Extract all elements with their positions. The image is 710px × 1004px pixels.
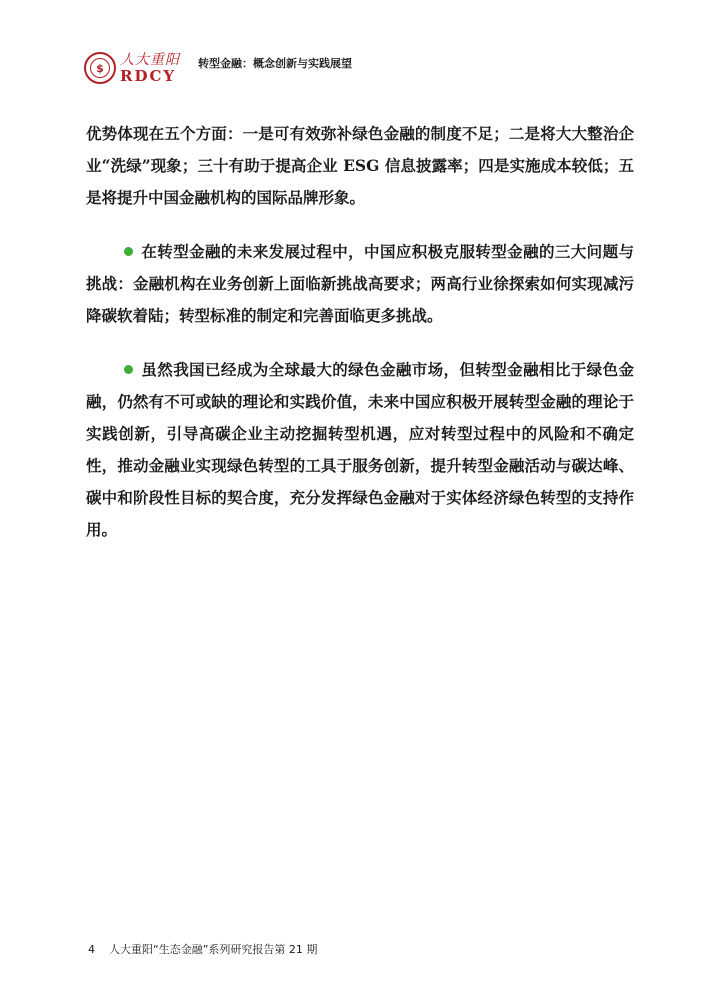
page-header: [84, 48, 352, 88]
paragraph-text: 虽然我国已经成为全球最大的绿色金融市场，但转型金融相比于绿色金融，仍然有不可或缺的理论和实践价值，未来中国应积极开展转型金融的理论于实践创新，引导高碳企业主动挖掘转型机遇，应对转型过程中的风险和不确定性，推动金融业实现绿色转型的工具于服务创新，提升转型金融活动与碳达峰、碳中和阶段性目标的契合度，充分发挥绿色金融对于实体经济绿色转型的支持作用。: [86, 360, 634, 539]
logo-emblem: $: [90, 58, 110, 78]
paragraph-bullet: [86, 354, 634, 546]
bullet-icon: [124, 365, 133, 374]
paragraph-bullet: [86, 236, 634, 332]
paragraph-text: 在转型金融的未来发展过程中，中国应积极克服转型金融的三大问题与挑战：金融机构在业务创新上面临新挑战高要求；两高行业徐探索如何实现减污降碳软着陆；转型标准的制定和完善面临更多挑战。: [86, 242, 634, 325]
logo-en-text: RDCY: [120, 66, 177, 85]
main-content: [86, 118, 634, 546]
page-footer: [88, 941, 317, 957]
bullet-icon: [124, 247, 133, 256]
paragraph-continuation: [86, 118, 634, 214]
rdcy-logo-icon: [84, 52, 116, 84]
header-title: 转型金融：概念创新与实践展望: [198, 57, 352, 70]
paragraph-text: 优势体现在五个方面：一是可有效弥补绿色金融的制度不足；二是将大大整治企业“洗绿”现象；三十有助于提高企业 ESG 信息披露率；四是实施成本较低；五是将提升中国金融机构的国际品牌形象。: [86, 124, 634, 207]
page-number: 4: [88, 942, 95, 956]
logo-cn-text: 人大重阳: [120, 51, 180, 68]
logo-text: [120, 53, 180, 84]
series-title: 人大重阳“生态金融”系列研究报告第 21 期: [109, 943, 318, 956]
